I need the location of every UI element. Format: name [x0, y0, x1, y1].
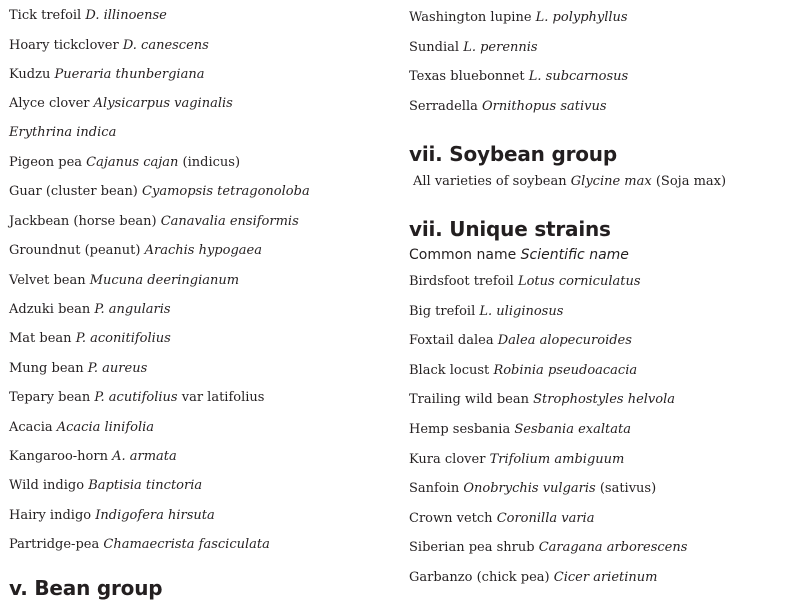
list-item: Black locust Robinia pseudoacacia — [409, 363, 638, 378]
section-heading-bean-group: v. Bean group — [9, 576, 163, 600]
list-item: Crown vetch Coronilla varia — [409, 511, 595, 526]
list-item: Serradella Ornithopus sativus — [409, 99, 607, 114]
list-item: Velvet bean Mucuna deeringianum — [9, 273, 240, 288]
section-heading-soybean-group: vii. Soybean group — [409, 142, 617, 166]
list-item: Hairy indigo Indigofera hirsuta — [9, 508, 215, 523]
list-item: Mung bean P. aureus — [9, 361, 148, 376]
list-item: Siberian pea shrub Caragana arborescens — [409, 540, 688, 555]
list-item: Guar (cluster bean) Cyamopsis tetragonoloba — [9, 184, 310, 199]
section-heading-unique-strains: vii. Unique strains — [409, 217, 611, 241]
list-item: Garbanzo (chick pea) Cicer arietinum — [409, 570, 658, 585]
list-item: Mat bean P. aconitifolius — [9, 331, 171, 346]
list-item: Trailing wild bean Strophostyles helvola — [409, 392, 676, 407]
list-item: Big trefoil L. uliginosus — [409, 304, 564, 319]
list-item: Groundnut (peanut) Arachis hypogaea — [9, 243, 262, 258]
list-item: Sanfoin Onobrychis vulgaris (sativus) — [409, 481, 657, 496]
list-item: Washington lupine L. polyphyllus — [409, 10, 628, 25]
list-item: Adzuki bean P. angularis — [9, 302, 171, 317]
list-item: Sundial L. perennis — [409, 40, 538, 55]
list-item: Tepary bean P. acutifolius var latifolius — [9, 390, 265, 405]
list-item: Tick trefoil D. illinoense — [9, 8, 167, 23]
list-item: Hemp sesbania Sesbania exaltata — [409, 422, 631, 437]
list-item: Wild indigo Baptisia tinctoria — [9, 478, 203, 493]
list-item: Birdsfoot trefoil Lotus corniculatus — [409, 274, 641, 289]
list-item: Texas bluebonnet L. subcarnosus — [409, 69, 629, 84]
list-item: Alyce clover Alysicarpus vaginalis — [9, 96, 233, 111]
list-item: Pigeon pea Cajanus cajan (indicus) — [9, 155, 241, 170]
list-item: All varieties of soybean Glycine max (Soja max) — [413, 174, 727, 189]
list-item: Foxtail dalea Dalea alopecuroides — [409, 333, 632, 348]
list-item: Jackbean (horse bean) Canavalia ensiformis — [9, 214, 299, 229]
column-subheading: Common name Scientific name — [409, 247, 629, 263]
list-item: Erythrina indica — [9, 125, 117, 140]
list-item: Kangaroo-horn A. armata — [9, 449, 177, 464]
list-item: Kura clover Trifolium ambiguum — [409, 452, 625, 467]
list-item: Hoary tickclover D. canescens — [9, 38, 209, 53]
list-item: Kudzu Pueraria thunbergiana — [9, 67, 205, 82]
list-item: Acacia Acacia linifolia — [9, 420, 155, 435]
list-item: Partridge-pea Chamaecrista fasciculata — [9, 537, 270, 552]
